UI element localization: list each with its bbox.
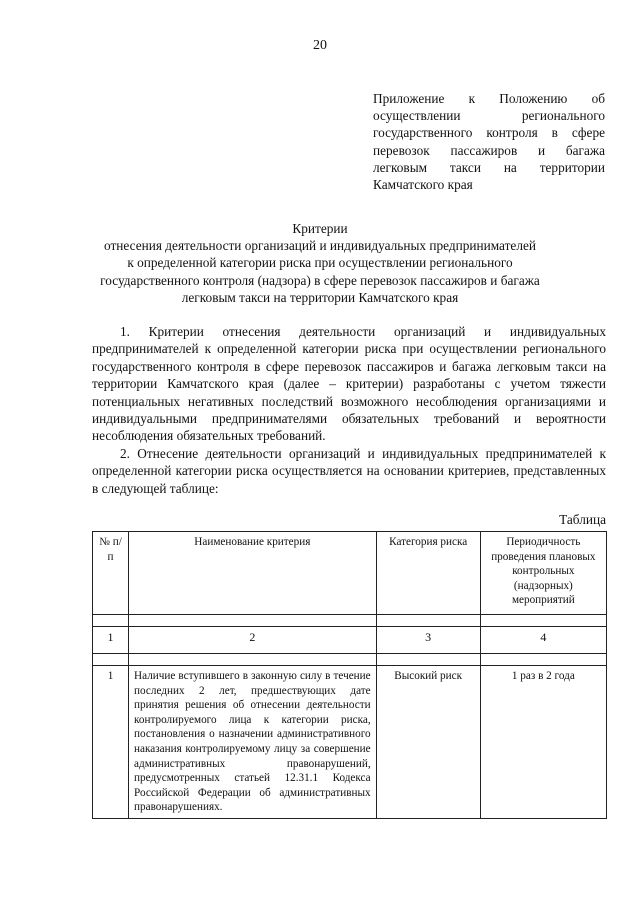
table-caption: Таблица: [559, 512, 606, 527]
table-header-row: [93, 532, 607, 615]
column-number: 1: [93, 627, 129, 654]
title-line: к определенной категории риска при осуществлении регионального: [127, 255, 513, 271]
row-category: Высокий риск: [376, 666, 480, 819]
appendix-note: Приложение к Положению об осуществлении регионального государственного контроля в сфере перевозок пассажиров и багажа легковым такси на территории Камчатского края: [373, 91, 605, 193]
criteria-table: [92, 531, 607, 819]
title-line: Критерии: [292, 221, 348, 236]
body-text: [92, 323, 606, 497]
table-spacer-row: [93, 654, 607, 666]
page-number: 20: [313, 38, 327, 53]
table-spacer-row: [93, 615, 607, 627]
paragraph-1: 1. Критерии отнесения деятельности организаций и индивидуальных предпринимателей к определенной категории риска при осуществлении регионального государственного контроля в сфере перевозок пассажиров и багажа легковым такси на территории Камчатского края (далее – критерии) разработаны с учетом тяжести потенциальных негативных последствий возможного несоблюдения организациями и индивидуальными предпринимателями обязательных требований и вероятности несоблюдения обязательных требований.: [92, 324, 606, 444]
row-num: 1: [93, 666, 129, 819]
column-numbers-row: [93, 627, 607, 654]
column-number: 4: [480, 627, 606, 654]
row-criterion: Наличие вступившего в законную силу в течение последних 2 лет, предшествующих дате принятия решения об отнесении деятельности контролируемого лица к категории риска, постановления о назначении административного наказания контролируемому лицу за совершение административных правонарушений, предусмотренных статьей 12.31.1 Кодекса Российской Федерации об административных правонарушениях.: [129, 666, 377, 819]
column-number: 3: [376, 627, 480, 654]
header-category: Категория риска: [376, 532, 480, 615]
title-line: легковым такси на территории Камчатского края: [181, 289, 459, 305]
header-num: № п/п: [93, 532, 129, 615]
document-title: [80, 220, 560, 306]
title-line: государственного контроля (надзора) в сфере перевозок пассажиров и багажа: [100, 272, 540, 288]
header-criterion: Наименование критерия: [129, 532, 377, 615]
paragraph-2: 2. Отнесение деятельности организаций и индивидуальных предпринимателей к определенной категории риска осуществляется на основании критериев, представленных в следующей таблице:: [92, 445, 606, 496]
header-periodicity: Периодичность проведения плановых контрольных (надзорных) мероприятий: [480, 532, 606, 615]
table-row: [93, 666, 607, 819]
column-number: 2: [129, 627, 377, 654]
title-line: отнесения деятельности организаций и индивидуальных предпринимателей: [104, 238, 536, 254]
row-periodicity: 1 раз в 2 года: [480, 666, 606, 819]
